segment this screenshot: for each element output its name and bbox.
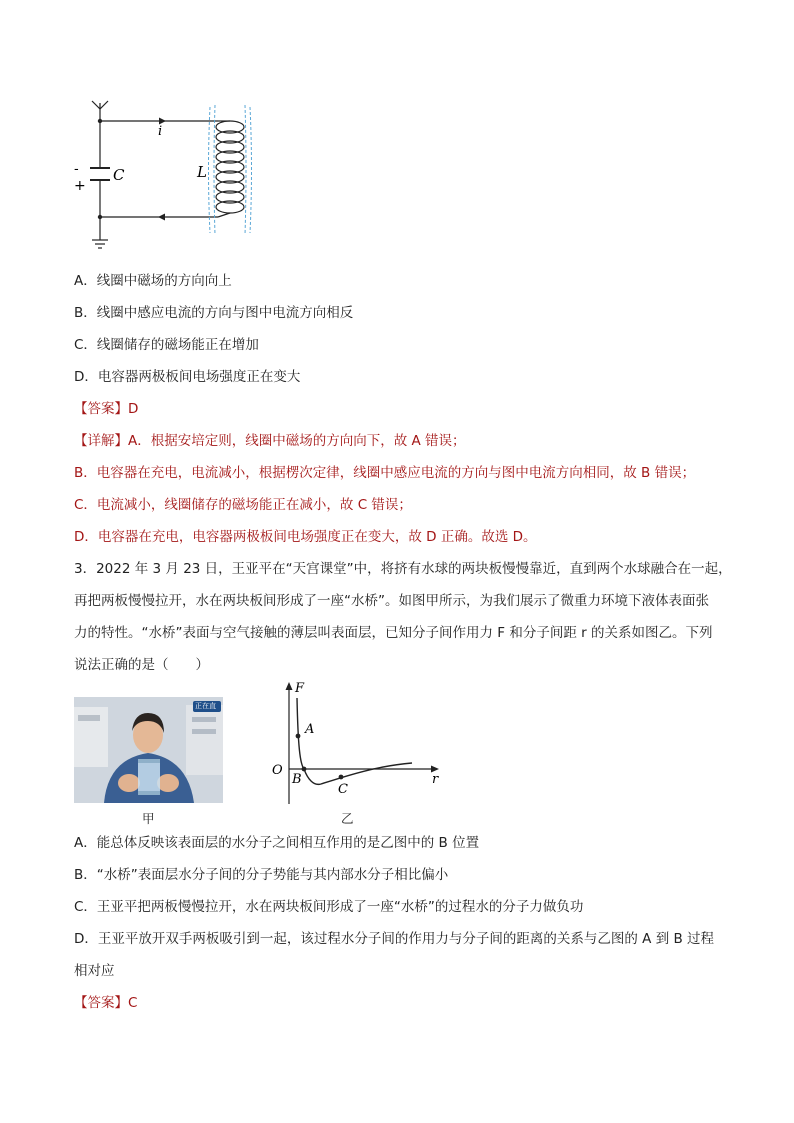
q3-stem-line-1: 3．2022 年 3 月 23 日，王亚平在“天宫课堂”中，将挤有水球的两块板慢慢靠近，直到两个水球融合在一起， xyxy=(74,561,732,577)
force-curve xyxy=(297,698,412,784)
point-c xyxy=(339,775,344,780)
q3-option-d-cont: 相对应 xyxy=(74,963,115,979)
q2-option-d: D．电容器两极板间电场强度正在变大 xyxy=(74,369,301,385)
ground-icon xyxy=(92,240,108,248)
q3-option-a: A．能总体反映该表面层的水分子之间相互作用的是乙图中的 B 位置 xyxy=(74,835,480,851)
capacitor-label: C xyxy=(113,166,125,184)
capacitor-icon xyxy=(90,168,110,180)
q3-stem-line-4: 说法正确的是（ ） xyxy=(74,657,209,673)
lc-circuit-diagram xyxy=(60,95,260,255)
q3-stem-line-3: 力的特性。“水桥”表面与空气接触的薄层叫表面层，已知分子间作用力 F 和分子间距 r 的关系如图乙。下列 xyxy=(74,625,713,641)
point-b-label: B xyxy=(292,772,302,787)
q2-detail-a: 【详解】A．根据安培定则，线圈中磁场的方向向下，故 A 错误； xyxy=(74,433,466,449)
q2-detail-c: C．电流减小，线圈储存的磁场能正在减小，故 C 错误； xyxy=(74,497,412,513)
astronaut-photo xyxy=(74,697,223,803)
q2-detail-b: B．电容器在充电，电流减小，根据楞次定律，线圈中感应电流的方向与图中电流方向相同，故 B 错误； xyxy=(74,465,696,481)
inductor-coil-icon xyxy=(216,121,244,217)
force-distance-graph xyxy=(266,676,446,811)
r-axis-label: r xyxy=(432,772,439,787)
point-a xyxy=(296,734,301,739)
antenna-icon xyxy=(92,101,108,121)
q3-option-c: C．王亚平把两板慢慢拉开，水在两块板间形成了一座“水桥”的过程水的分子力做负功 xyxy=(74,899,584,915)
q2-answer: 【答案】D xyxy=(74,401,139,417)
f-axis-arrow-icon xyxy=(286,682,293,690)
point-a-label: A xyxy=(305,722,315,737)
photo-badge: 正在直 xyxy=(195,702,216,710)
junction-dot xyxy=(98,215,102,219)
q3-option-b: B．“水桥”表面层水分子间的分子势能与其内部水分子相比偏小 xyxy=(74,867,449,883)
q3-stem-line-2: 再把两板慢慢拉开，水在两块板间形成了一座“水桥”。如图甲所示，为我们展示了微重力环境下液体表面张 xyxy=(74,593,709,609)
astronaut-photo-illustration xyxy=(74,697,223,803)
origin-label: O xyxy=(272,763,283,778)
capacitor-minus-sign: - xyxy=(74,162,79,177)
field-lines-icon xyxy=(209,105,252,235)
point-c-label: C xyxy=(338,782,348,797)
caption-yi: 乙 xyxy=(341,811,354,826)
return-arrow-icon xyxy=(158,214,165,221)
q3-option-d: D．王亚平放开双手两板吸引到一起，该过程水分子间的作用力与分子间的距离的关系与乙图的 A 到 B 过程 xyxy=(74,931,715,947)
point-b xyxy=(302,767,307,772)
inductor-label: L xyxy=(197,163,207,181)
capacitor-plus-sign: + xyxy=(74,178,86,194)
q2-option-a: A．线圈中磁场的方向向上 xyxy=(74,273,232,289)
q2-option-c: C．线圈储存的磁场能正在增加 xyxy=(74,337,259,353)
caption-jia: 甲 xyxy=(142,811,155,826)
q2-detail-d: D．电容器在充电，电容器两极板间电场强度正在变大，故 D 正确。故选 D。 xyxy=(74,529,537,545)
current-label: i xyxy=(158,124,163,139)
q3-answer: 【答案】C xyxy=(74,995,138,1011)
junction-dot xyxy=(98,119,102,123)
f-axis-label: F xyxy=(295,681,305,696)
q2-option-b: B．线圈中感应电流的方向与图中电流方向相反 xyxy=(74,305,354,321)
